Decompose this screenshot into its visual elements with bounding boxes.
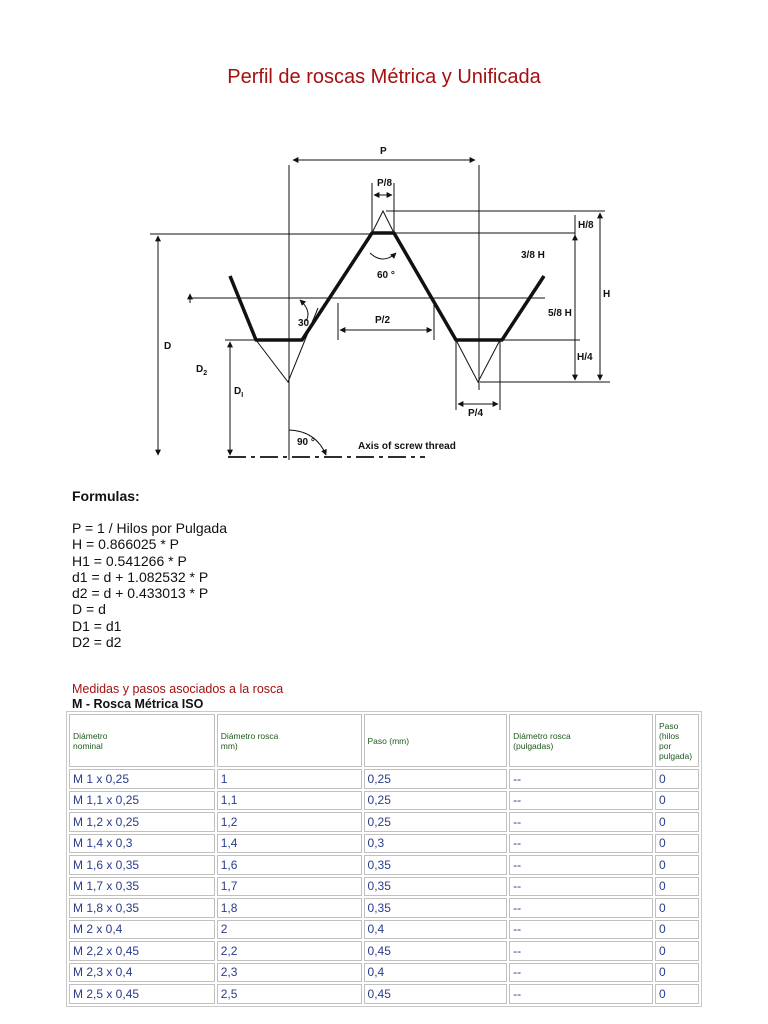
table-cell: 0 <box>655 791 699 811</box>
dimension-lines <box>158 160 600 455</box>
table-cell: -- <box>509 941 653 961</box>
table-cell: 2 <box>217 920 362 940</box>
table-cell: -- <box>509 834 653 854</box>
table-cell: -- <box>509 812 653 832</box>
table-cell: 0,35 <box>364 855 508 875</box>
table-cell: M 1,7 x 0,35 <box>69 877 215 897</box>
label-D1: $D_I$ <box>234 386 244 399</box>
table-cell: 0 <box>655 877 699 897</box>
label-P4: P/4 <box>468 408 484 419</box>
table-cell: 1,4 <box>217 834 362 854</box>
page-title: Perfil de roscas Métrica y Unificada <box>227 66 541 88</box>
table-row <box>69 898 699 918</box>
label-P2: P/2 <box>375 315 391 326</box>
table-cell: 0 <box>655 963 699 983</box>
table-row <box>69 984 699 1004</box>
label-angle-90: 90 ° <box>297 437 315 448</box>
table-cell: -- <box>509 877 653 897</box>
thread-profile-diagram <box>150 135 620 470</box>
table-cell: 0,25 <box>364 812 508 832</box>
table-title: M - Rosca Métrica ISO <box>72 697 204 711</box>
table-cell: M 1 x 0,25 <box>69 769 215 789</box>
table-cell: M 2,2 x 0,45 <box>69 941 215 961</box>
thread-table <box>66 711 702 1007</box>
table-cell: M 1,6 x 0,35 <box>69 855 215 875</box>
table-cell: 1,2 <box>217 812 362 832</box>
table-cell: -- <box>509 769 653 789</box>
table-cell: -- <box>509 855 653 875</box>
table-cell: 1,6 <box>217 855 362 875</box>
table-row <box>69 769 699 789</box>
label-P: P <box>380 146 387 157</box>
formula-line: P = 1 / Hilos por Pulgada <box>72 520 228 536</box>
table-row <box>69 812 699 832</box>
table-row <box>69 855 699 875</box>
table-cell: 0 <box>655 920 699 940</box>
label-P8: P/8 <box>377 178 393 189</box>
formula-line: d1 = d + 1.082532 * P <box>72 568 209 585</box>
table-cell: 2,2 <box>217 941 362 961</box>
formula-line: D1 = d1 <box>72 617 122 634</box>
header-cell: Paso (mm) <box>364 714 508 767</box>
table-cell: M 2 x 0,4 <box>69 920 215 940</box>
table-cell: 0 <box>655 855 699 875</box>
label-H4: H/4 <box>577 352 593 363</box>
table-cell: M 1,8 x 0,35 <box>69 898 215 918</box>
formula-line: H = 0.866025 * P <box>72 536 180 553</box>
table-cell: 0,25 <box>364 791 508 811</box>
table-cell: 2,5 <box>217 984 362 1004</box>
table-row <box>69 791 699 811</box>
section-title: Medidas y pasos asociados a la rosca <box>72 682 284 696</box>
table-row <box>69 834 699 854</box>
header-cell: Diámetro nominal <box>69 714 215 767</box>
table-row <box>69 963 699 983</box>
formulas-list <box>72 520 227 650</box>
header-cell: Diámetro rosca (pulgadas) <box>509 714 653 767</box>
table-cell: 0 <box>655 769 699 789</box>
table-row <box>69 941 699 961</box>
thread-profile-lines <box>150 165 610 460</box>
table-cell: 1,1 <box>217 791 362 811</box>
table-cell: 1,8 <box>217 898 362 918</box>
table-cell: 0,25 <box>364 769 508 789</box>
table-cell: 0 <box>655 812 699 832</box>
table-cell: M 2,5 x 0,45 <box>69 984 215 1004</box>
table-cell: 0,35 <box>364 898 508 918</box>
table-header-row <box>69 714 699 767</box>
table-row <box>69 877 699 897</box>
table-cell: M 1,4 x 0,3 <box>69 834 215 854</box>
label-H8: H/8 <box>578 220 594 231</box>
table-cell: M 2,3 x 0,4 <box>69 963 215 983</box>
table-cell: M 1,1 x 0,25 <box>69 791 215 811</box>
table-cell: 0,4 <box>364 920 508 940</box>
table-cell: 0 <box>655 898 699 918</box>
label-D: D <box>164 341 172 352</box>
table-cell: 0,4 <box>364 963 508 983</box>
table-cell: 0 <box>655 941 699 961</box>
label-H: H <box>603 289 611 300</box>
formula-line: d2 = d + 0.433013 * P <box>72 585 209 602</box>
table-cell: M 1,2 x 0,25 <box>69 812 215 832</box>
table-row <box>69 920 699 940</box>
table-cell: 0 <box>655 984 699 1004</box>
table-cell: -- <box>509 791 653 811</box>
table-cell: -- <box>509 963 653 983</box>
label-five-eighths-H: 5/8 H <box>548 308 572 319</box>
table-cell: 0,3 <box>364 834 508 854</box>
label-three-eighths-H: 3/8 H <box>521 250 545 261</box>
table-cell: 0,45 <box>364 941 508 961</box>
formula-line: D = d <box>72 601 106 618</box>
formula-line: H1 = 0.541266 * P <box>72 552 187 569</box>
table-cell: -- <box>509 920 653 940</box>
label-D2: $D_2$ <box>196 364 208 377</box>
table-cell: 0,45 <box>364 984 508 1004</box>
table-cell: 1,7 <box>217 877 362 897</box>
header-cell: Diámetro rosca mm) <box>217 714 362 767</box>
table-cell: 2,3 <box>217 963 362 983</box>
table-cell: -- <box>509 898 653 918</box>
table-cell: 0,35 <box>364 877 508 897</box>
label-angle-30: 30 ° <box>298 318 316 329</box>
table-cell: 1 <box>217 769 362 789</box>
header-cell: Paso (hilos por pulgada) <box>655 714 699 767</box>
label-axis: Axis of screw thread <box>358 441 456 452</box>
formula-line: D2 = d2 <box>72 634 122 651</box>
label-angle-60: 60 ° <box>377 270 395 281</box>
table-cell: -- <box>509 984 653 1004</box>
table-cell: 0 <box>655 834 699 854</box>
formulas-heading: Formulas: <box>72 488 140 504</box>
